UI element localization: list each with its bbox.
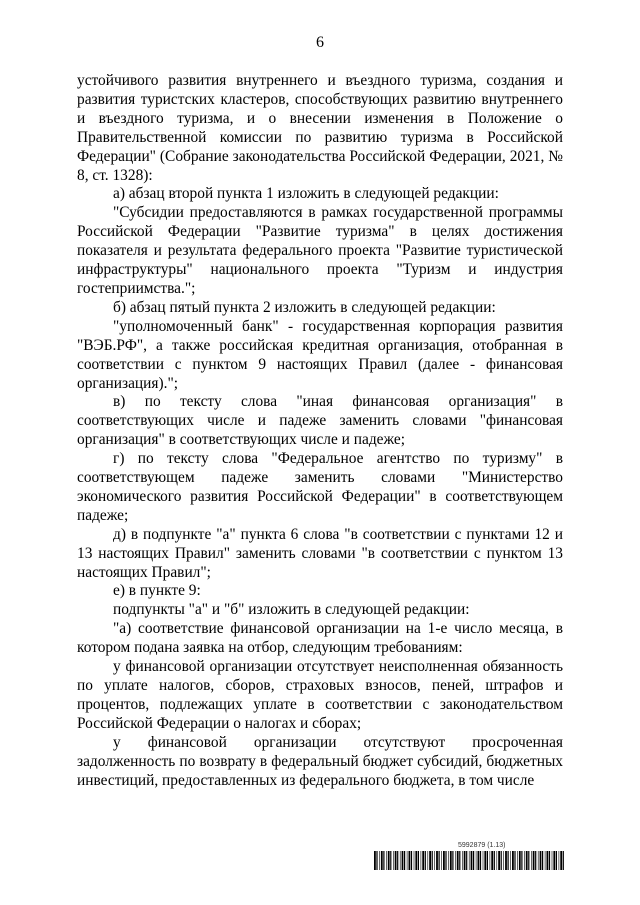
paragraph: "Субсидии предоставляются в рамках государственной программы Российской Федерации "Развитие туризма" в целях достижения показателя и результата федерального проекта "Развитие туристической инфраструктуры" национального проекта "Туризм и индустрия гостеприимства."; [77, 204, 563, 297]
paragraph: у финансовой организации отсутствуют просроченная задолженность по возврату в федеральный бюджет субсидий, бюджетных инвестиций, предоставленных из федерального бюджета, в том числе [77, 733, 563, 789]
paragraph: "а) соответствие финансовой организации на 1-е число месяца, в котором подана заявка на отбор, следующим требованиям: [77, 620, 563, 657]
barcode-icon [374, 851, 564, 870]
paragraph: подпункты "а" и "б" изложить в следующей редакции: [113, 601, 470, 619]
paragraph: б) абзац пятый пункта 2 изложить в следующей редакции: [113, 298, 496, 316]
paragraph: е) в пункте 9: [113, 582, 201, 600]
paragraph: "уполномоченный банк" - государственная корпорация развития "ВЭБ.РФ", а также российская кредитная организация, отобранная в соответствии с пунктом 9 настоящих Правил (далее - финансовая организация)."; [77, 317, 563, 392]
document-code: 5992879 (1.13) [458, 842, 506, 849]
paragraph: д) в подпункте "а" пункта 6 слова "в соответствии с пунктами 12 и 13 настоящих Правил" заменить словами "в соответствии с пунктом 13 настоящих Правил"; [77, 525, 563, 581]
paragraph: а) абзац второй пункта 1 изложить в следующей редакции: [113, 185, 499, 203]
paragraph: устойчивого развития внутреннего и въездного туризма, создания и развития туристских кластеров, способствующих развитию внутреннего и въездного туризма, и о внесении изменения в Положение о Правительственной комиссии по развитию туризма в Российской Федерации" (Собрание законодательства Российской Федерации, 2021, № 8, ст. 1328): [77, 72, 563, 184]
page-number: 6 [316, 34, 324, 51]
paragraph: г) по тексту слова "Федеральное агентство по туризму" в соответствующем падеже заменить словами "Министерство экономического развития Российской Федерации" в соответствующем падеже; [77, 450, 563, 524]
document-body [77, 72, 563, 790]
paragraph: у финансовой организации отсутствует неисполненная обязанность по уплате налогов, сборов, страховых взносов, пеней, штрафов и процентов, подлежащих уплате в соответствии с законодательством Российской Федерации о налогах и сборах; [77, 658, 563, 732]
paragraph: в) по тексту слова "иная финансовая организация" в соответствующих числе и падеже заменить словами "финансовая организация" в соответствующих числе и падеже; [77, 393, 563, 449]
